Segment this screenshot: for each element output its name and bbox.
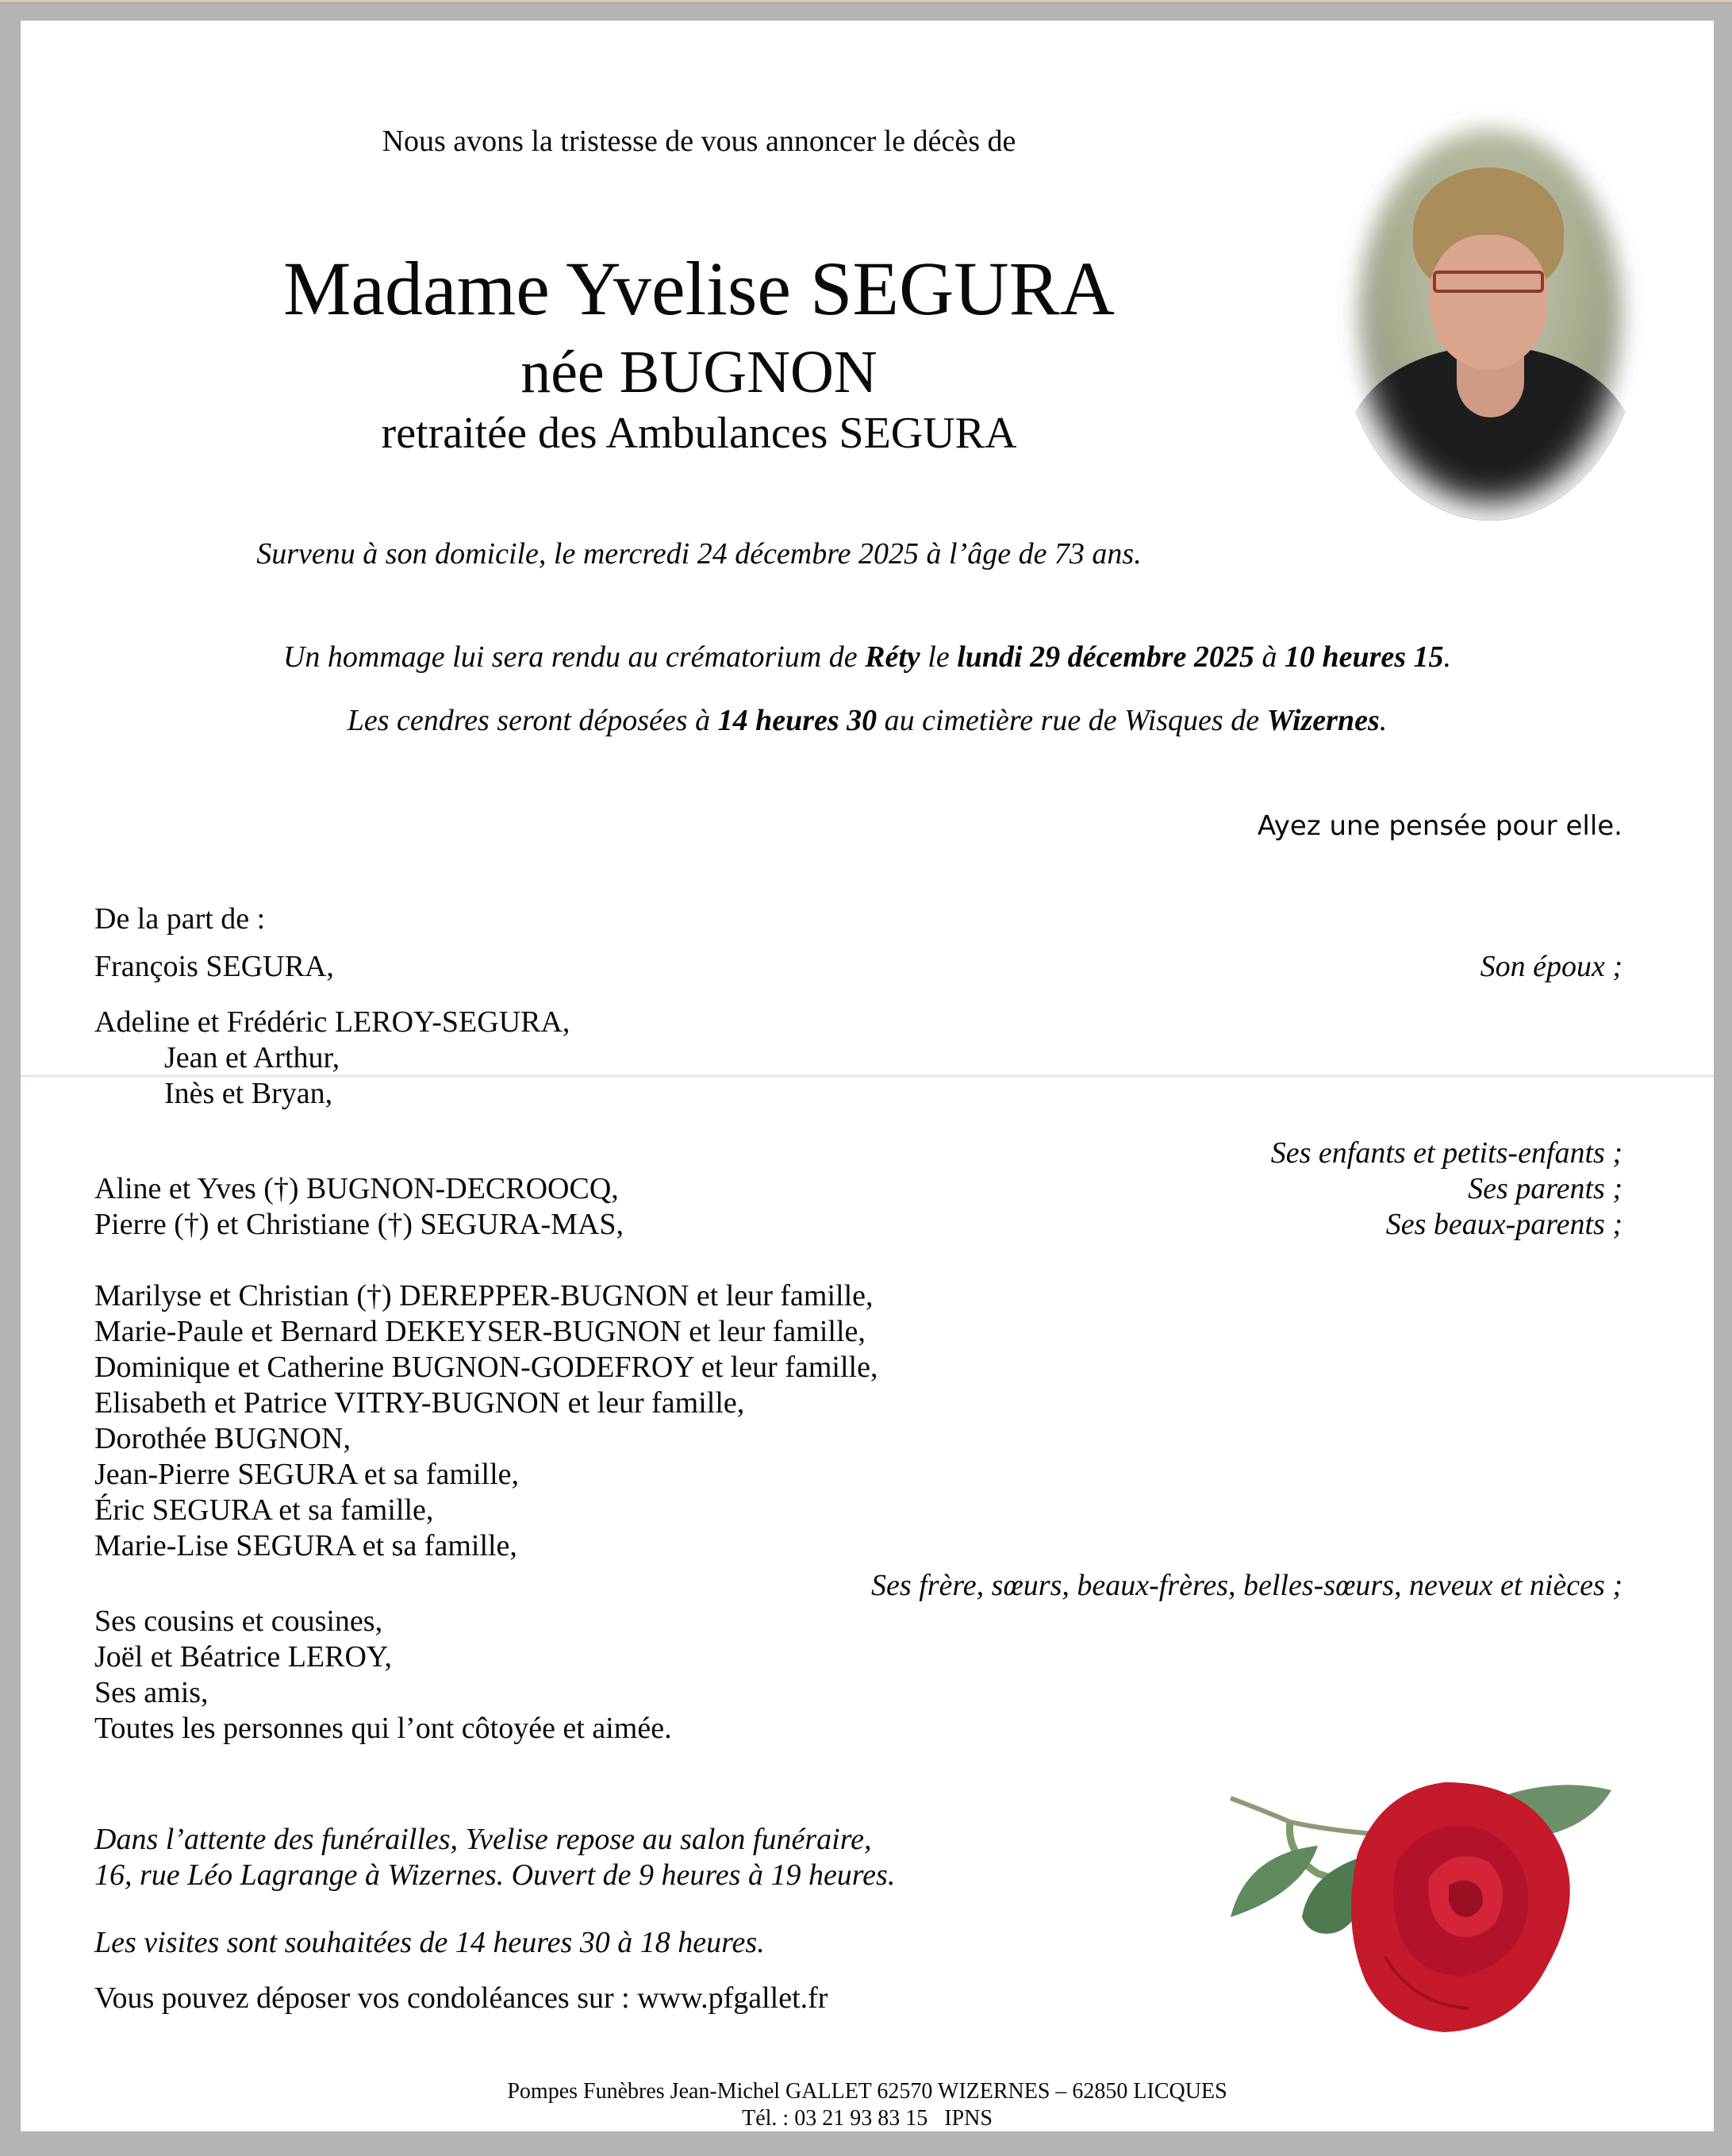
sibling-entry: Dorothée BUGNON, — [94, 1422, 351, 1455]
visitation-line-2: 16, rue Léo Lagrange à Wizernes. Ouvert de 9 heures à 19 heures. — [94, 1858, 896, 1892]
other-entry: Ses amis, — [94, 1676, 209, 1709]
parents-relation: Ses parents ; — [1468, 1172, 1623, 1205]
footer-company: Pompes Funèbres Jean-Michel GALLET 62570 WIZERNES – 62850 LICQUES — [507, 2079, 1227, 2104]
intro-text: Nous avons la tristesse de vous annoncer le décès de — [382, 125, 1016, 158]
occupation: retraitée des Ambulances SEGURA — [381, 409, 1017, 458]
visits-hours: Les visites sont souhaitées de 14 heures 30 à 18 heures. — [94, 1926, 765, 1959]
sibling-entry: Dominique et Catherine BUGNON-GODEFROY et leur famille, — [94, 1351, 878, 1384]
tribute-place: Réty — [865, 640, 920, 674]
parents-name: Aline et Yves (†) BUGNON-DECROOCQ, — [94, 1172, 619, 1205]
other-entry: Ses cousins et cousines, — [94, 1605, 383, 1638]
sibling-entry: Éric SEGURA et sa famille, — [94, 1493, 434, 1527]
children-relation: Ses enfants et petits-enfants ; — [1270, 1136, 1623, 1170]
tribute-date: lundi 29 décembre 2025 — [957, 640, 1254, 674]
rose-stem — [1231, 1798, 1373, 1834]
grandchild-entry: Inès et Bryan, — [164, 1077, 333, 1110]
ashes-text-1: Les cendres seront déposées à — [347, 704, 718, 737]
grandchild-entry: Jean et Arthur, — [164, 1041, 340, 1074]
ashes-info — [21, 703, 1714, 738]
in-laws-name: Pierre (†) et Christiane (†) SEGURA-MAS, — [94, 1208, 624, 1241]
ashes-text-2: au cimetière rue de Wisques de — [877, 704, 1267, 737]
siblings-list — [94, 1278, 878, 1564]
maiden-name: née BUGNON — [520, 339, 878, 405]
tribute-text-3: à — [1254, 640, 1285, 674]
ashes-time: 14 heures 30 — [717, 704, 878, 737]
portrait-photo — [1338, 108, 1643, 521]
thought-message: Ayez une pensée pour elle. — [1257, 810, 1623, 842]
top-edge — [0, 0, 1732, 4]
siblings-relation: Ses frère, sœurs, beaux-frères, belles-sœurs, neveux et nièces ; — [871, 1569, 1623, 1602]
sibling-entry: Marie-Lise SEGURA et sa famille, — [94, 1529, 517, 1562]
footer-phone-text: Tél. : 03 21 93 83 15 IPNS — [742, 2106, 993, 2131]
obituary-page — [21, 21, 1714, 2131]
tribute-text-2: le — [920, 640, 958, 674]
visitation-info — [94, 1822, 895, 1893]
condolences-text: Vous pouvez déposer vos condoléances sur : — [94, 1981, 638, 2015]
sibling-entry: Jean-Pierre SEGURA et sa famille, — [94, 1458, 520, 1491]
condolences-line — [94, 1981, 828, 2016]
ashes-place: Wizernes — [1266, 704, 1380, 737]
other-entry: Joël et Béatrice LEROY, — [94, 1640, 392, 1674]
in-laws-relation: Ses beaux-parents ; — [1385, 1208, 1623, 1241]
sibling-entry: Marilyse et Christian (†) DEREPPER-BUGNON et leur famille, — [94, 1279, 874, 1312]
others-list — [94, 1604, 672, 1747]
tribute-text-4: . — [1443, 640, 1452, 674]
footer-phone — [21, 2106, 1714, 2131]
tribute-info — [21, 640, 1714, 674]
deceased-name: Madame Yvelise SEGURA — [283, 246, 1115, 331]
tribute-text-1: Un hommage lui sera rendu au crématorium de — [282, 640, 866, 674]
family-header: De la part de : — [94, 902, 266, 936]
child-entry: Adeline et Frédéric LEROY-SEGURA, — [94, 1005, 570, 1039]
condolences-link[interactable]: www.pfgallet.fr — [637, 1981, 828, 2015]
visitation-line-1: Dans l’attente des funérailles, Yvelise repose au salon funéraire, — [94, 1823, 872, 1856]
other-entry: Toutes les personnes qui l’ont côtoyée et aimée. — [94, 1712, 672, 1745]
death-info: Survenu à son domicile, le mercredi 24 décembre 2025 à l’âge de 73 ans. — [256, 537, 1142, 571]
tribute-time: 10 heures 15 — [1284, 640, 1444, 674]
spouse-name: François SEGURA, — [94, 950, 334, 983]
rose-icon — [1215, 1766, 1659, 2052]
sibling-entry: Elisabeth et Patrice VITRY-BUGNON et leur famille, — [94, 1386, 745, 1420]
portrait-vignette — [1338, 108, 1643, 521]
sibling-entry: Marie-Paule et Bernard DEKEYSER-BUGNON et leur famille, — [94, 1315, 866, 1348]
spouse-relation: Son époux ; — [1480, 950, 1623, 983]
ashes-text-3: . — [1379, 704, 1388, 737]
children-list — [94, 1005, 570, 1112]
